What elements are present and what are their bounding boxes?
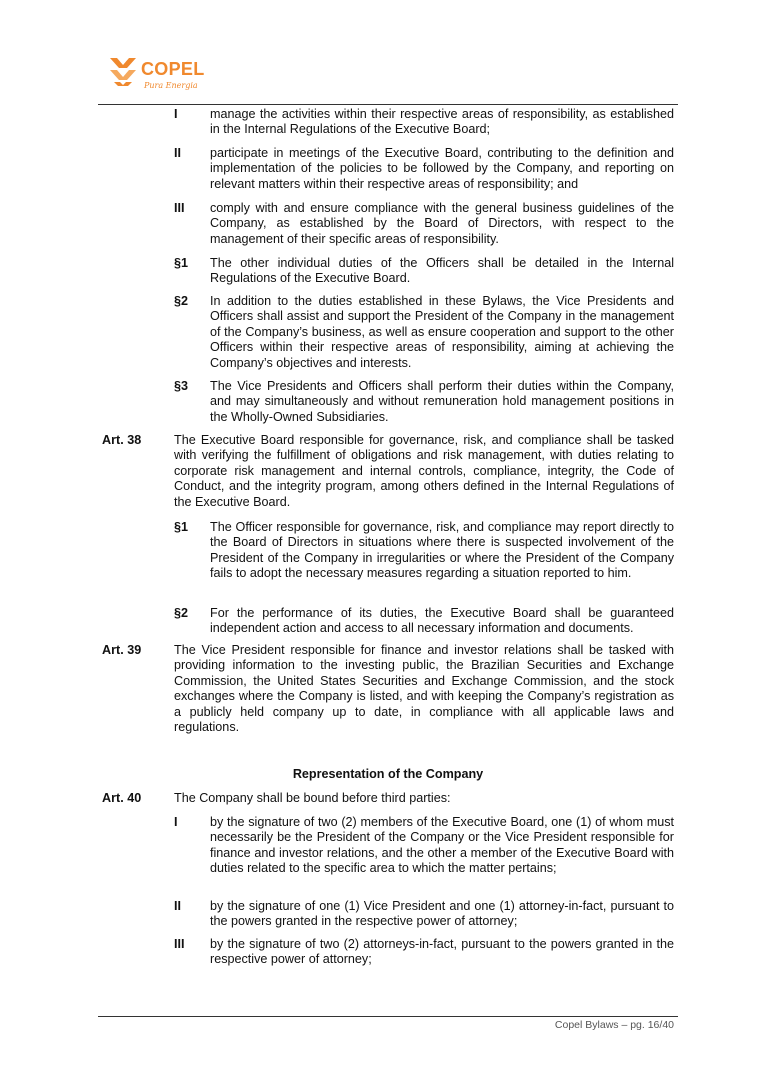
item-text: by the signature of two (2) members of the Executive Board, one (1) of whom must necessarily be the President of the Company or the Vice President responsible for finance and investor relations, and the other a member of the Executive Board with duties related to the specific area to which the matter pertains;	[210, 815, 674, 876]
item-text: In addition to the duties established in these Bylaws, the Vice Presidents and Officers shall assist and support the President of the Company in the management of the Company’s business, as well as ensure cooperation and support to the other Officers within their respective areas of responsibility, aiming at achieving the Company’s objectives and interests.	[210, 294, 674, 370]
item-text: comply with and ensure compliance with the general business guidelines of the Company, as established by the Board of Directors, with respect to the management of their specific areas of responsibility.	[210, 201, 674, 246]
item-label: III	[174, 201, 185, 215]
item-text: by the signature of two (2) attorneys-in-fact, pursuant to the powers granted in the respective power of attorney;	[210, 937, 674, 967]
article-label: Art. 38	[102, 433, 142, 447]
article-text: The Vice President responsible for finance and investor relations shall be tasked with providing information to the investing public, the Brazilian Securities and Exchange Commission, the United States Securities and Exchange Commission, and the stock exchanges where the Company is listed, and with keeping the Company’s registration as a publicly held company up to date, in compliance with all applicable laws and regulations.	[174, 643, 674, 735]
item-label: §1	[174, 256, 189, 270]
article-text: The Company shall be bound before third parties:	[174, 791, 451, 805]
item-label: I	[174, 815, 178, 829]
article-label: Art. 40	[102, 791, 142, 805]
item-text: The Vice Presidents and Officers shall perform their duties within the Company, and may simultaneously and without remuneration hold management positions in the Wholly-Owned Subsidiaries.	[210, 379, 674, 424]
item-label: III	[174, 937, 185, 951]
item-label: II	[174, 146, 181, 160]
copel-logo	[108, 54, 228, 94]
item-label: §2	[174, 606, 189, 620]
footer-divider	[98, 1016, 678, 1017]
item-label: I	[174, 107, 178, 121]
item-label: §1	[174, 520, 189, 534]
item-text: The Officer responsible for governance, risk, and compliance may report directly to the Board of Directors in situations where there is suspected involvement of the President of the Company in irregularities or where the President of the Company fails to adopt the necessary measures regarding a situation reported to him.	[210, 520, 674, 581]
item-text: by the signature of one (1) Vice President and one (1) attorney-in-fact, pursuant to the powers granted in the respective power of attorney;	[210, 899, 674, 929]
copel-logo-icon	[108, 56, 138, 86]
item-label: §2	[174, 294, 189, 308]
logo-tagline: Pura Energia	[144, 81, 198, 90]
article-label: Art. 39	[102, 643, 142, 657]
logo-name: COPEL	[141, 59, 205, 79]
header-divider	[98, 104, 678, 105]
item-text: manage the activities within their respective areas of responsibility, as established in the Internal Regulations of the Executive Board;	[210, 107, 674, 137]
item-text: participate in meetings of the Executive Board, contributing to the definition and implementation of the policies to be followed by the Company, and reporting on relevant matters within their respective areas of responsibility; and	[210, 146, 674, 191]
item-label: §3	[174, 379, 189, 393]
item-text: The other individual duties of the Officers shall be detailed in the Internal Regulations of the Executive Board.	[210, 256, 674, 286]
article-text: The Executive Board responsible for governance, risk, and compliance shall be tasked with verifying the fulfillment of obligations and risk management, with duties relating to corporate risk management and internal controls, compliance, integrity, the Code of Conduct, and the integrity program, among others defined in the Internal Regulations of the Executive Board.	[174, 433, 674, 509]
section-heading: Representation of the Company	[292, 767, 484, 781]
item-text: For the performance of its duties, the Executive Board shall be guaranteed independent action and access to all necessary information and documents.	[210, 606, 674, 636]
item-label: II	[174, 899, 181, 913]
page-footer: Copel Bylaws – pg. 16/40	[554, 1019, 674, 1031]
